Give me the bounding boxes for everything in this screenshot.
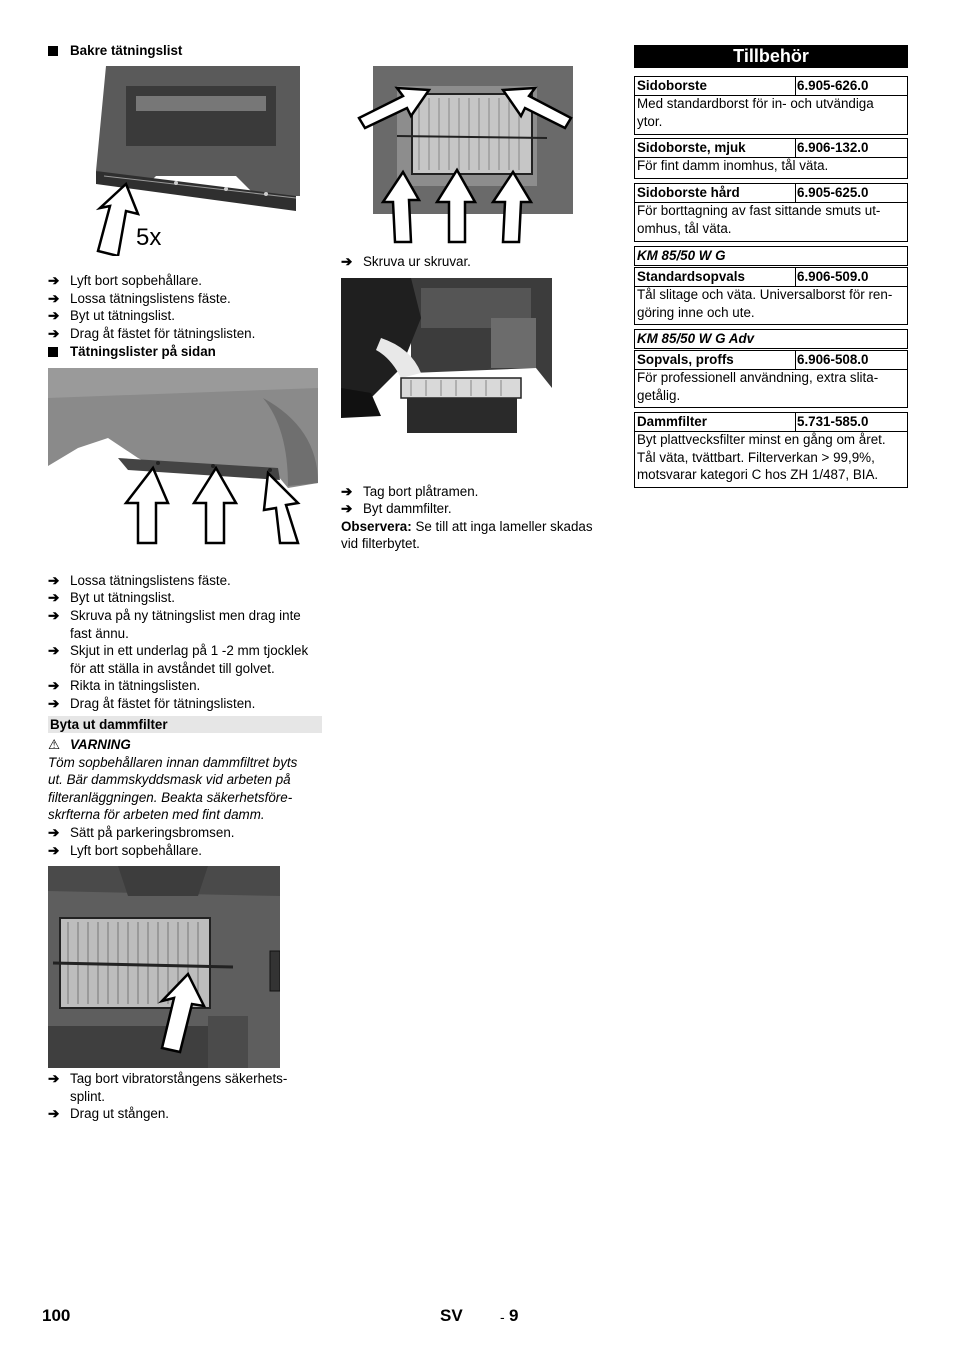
photo-replace-filter: [341, 278, 552, 438]
table-row-description: För borttagning av fast sittande smuts ut- omhus, tål väta.: [634, 202, 908, 242]
step-continuation: för att ställa in avståndet till golvet.: [70, 661, 275, 676]
step: ➔ Tag bort vibratorstångens säkerhets-: [48, 1071, 288, 1086]
table-row: Standardsopvals 6.906-509.0: [634, 267, 908, 287]
arrow-right-icon: ➔: [48, 843, 60, 858]
middle-column: [341, 0, 613, 1350]
table-group-heading: KM 85/50 W G: [634, 246, 908, 266]
page-number: 100: [42, 1306, 71, 1325]
accessories-title: Tillbehör: [634, 45, 908, 68]
arrow-right-icon: ➔: [48, 608, 60, 623]
warning-text: Töm sopbehållaren innan dammfiltret byts: [48, 755, 298, 770]
step: ➔ Skjut in ett underlag på 1 -2 mm tjocklek: [48, 643, 309, 658]
arrow-right-icon: ➔: [48, 696, 60, 711]
heading-rear-seal: Bakre tätningslist: [48, 42, 182, 59]
table-row-description: För fint damm inomhus, tål väta.: [634, 157, 908, 179]
arrow-right-icon: ➔: [341, 484, 353, 499]
section-page-number: 9: [509, 1306, 519, 1325]
step: ➔ Lyft bort sopbehållare.: [48, 843, 203, 858]
warning-heading: ⚠ VARNING: [48, 737, 131, 752]
arrow-right-icon: ➔: [341, 254, 353, 269]
warning-triangle-icon: ⚠: [48, 737, 61, 752]
step: ➔ Byt ut tätningslist.: [48, 308, 175, 323]
arrow-right-icon: ➔: [48, 678, 60, 693]
arrow-right-icon: ➔: [48, 291, 60, 306]
photo-screws: [357, 66, 575, 244]
arrow-right-icon: ➔: [48, 1071, 60, 1086]
language-code: SV: [440, 1306, 463, 1325]
arrow-right-icon: ➔: [341, 501, 353, 516]
table-row: Sopvals, proffs 6.906-508.0: [634, 350, 908, 370]
step: ➔ Skruva ur skruvar.: [341, 254, 471, 269]
table-row: Sidoborste 6.905-626.0: [634, 76, 908, 96]
step: ➔ Lossa tätningslistens fäste.: [48, 291, 231, 306]
step: ➔ Byt dammfilter.: [341, 501, 452, 516]
arrow-right-icon: ➔: [48, 573, 60, 588]
bullet-square-icon: [48, 347, 58, 357]
arrow-right-icon: ➔: [48, 1106, 60, 1121]
step: ➔ Lossa tätningslistens fäste.: [48, 573, 231, 588]
table-row: Dammfilter 5.731-585.0: [634, 412, 908, 432]
step: ➔ Tag bort plåtramen.: [341, 484, 479, 499]
heading-side-seals: Tätningslister på sidan: [48, 343, 216, 360]
table-row-description: För professionell användning, extra slita- getålig.: [634, 369, 908, 408]
warning-text: skrfterna för arbeten med fint damm.: [48, 807, 265, 822]
arrow-right-icon: ➔: [48, 643, 60, 658]
photo-rear-seal: [96, 66, 300, 256]
table-group-heading: KM 85/50 W G Adv: [634, 329, 908, 349]
footer-separator: -: [500, 1309, 505, 1325]
warning-text: filteranläggningen. Beakta säkerhetsföre-: [48, 790, 293, 805]
arrow-right-icon: ➔: [48, 326, 60, 341]
photo-dust-filter: [48, 866, 280, 1068]
step: ➔ Rikta in tätningslisten.: [48, 678, 201, 693]
step: ➔ Byt ut tätningslist.: [48, 590, 175, 605]
step: ➔ Drag åt fästet för tätningslisten.: [48, 696, 256, 711]
section-heading: Byta ut dammfilter: [48, 716, 322, 733]
table-row-description: Byt plattvecksfilter minst en gång om året. Tål väta, tvättbart. Filterverkan > 99,9%, motsvarar kategori C hos ZH 1/487, BIA.: [634, 431, 908, 488]
left-column: [48, 0, 323, 1350]
note: Observera: Se till att inga lameller skadas: [341, 519, 593, 534]
step: ➔ Lyft bort sopbehållare.: [48, 273, 203, 288]
note-continuation: vid filterbytet.: [341, 536, 420, 551]
step: ➔ Drag åt fästet för tätningslisten.: [48, 326, 256, 341]
table-row-description: Tål slitage och väta. Universalborst för ren- göring inne och ute.: [634, 286, 908, 325]
step: ➔ Skruva på ny tätningslist men drag inte: [48, 608, 301, 623]
arrow-right-icon: ➔: [48, 273, 60, 288]
warning-text: ut. Bär dammskyddsmask vid arbeten på: [48, 772, 291, 787]
table-row: Sidoborste, mjuk 6.906-132.0: [634, 138, 908, 158]
step: ➔ Drag ut stången.: [48, 1106, 170, 1121]
step-continuation: fast ännu.: [70, 626, 129, 641]
arrow-right-icon: ➔: [48, 308, 60, 323]
arrow-right-icon: ➔: [48, 825, 60, 840]
table-row-description: Med standardborst för in- och utvändiga ytor.: [634, 95, 908, 135]
step: ➔ Sätt på parkeringsbromsen.: [48, 825, 235, 840]
step-continuation: splint.: [70, 1089, 105, 1104]
arrow-right-icon: ➔: [48, 590, 60, 605]
bullet-square-icon: [48, 46, 58, 56]
table-row: Sidoborste hård 6.905-625.0: [634, 183, 908, 203]
photo-count-label: 5x: [136, 224, 162, 251]
photo-side-seals: [48, 368, 318, 548]
